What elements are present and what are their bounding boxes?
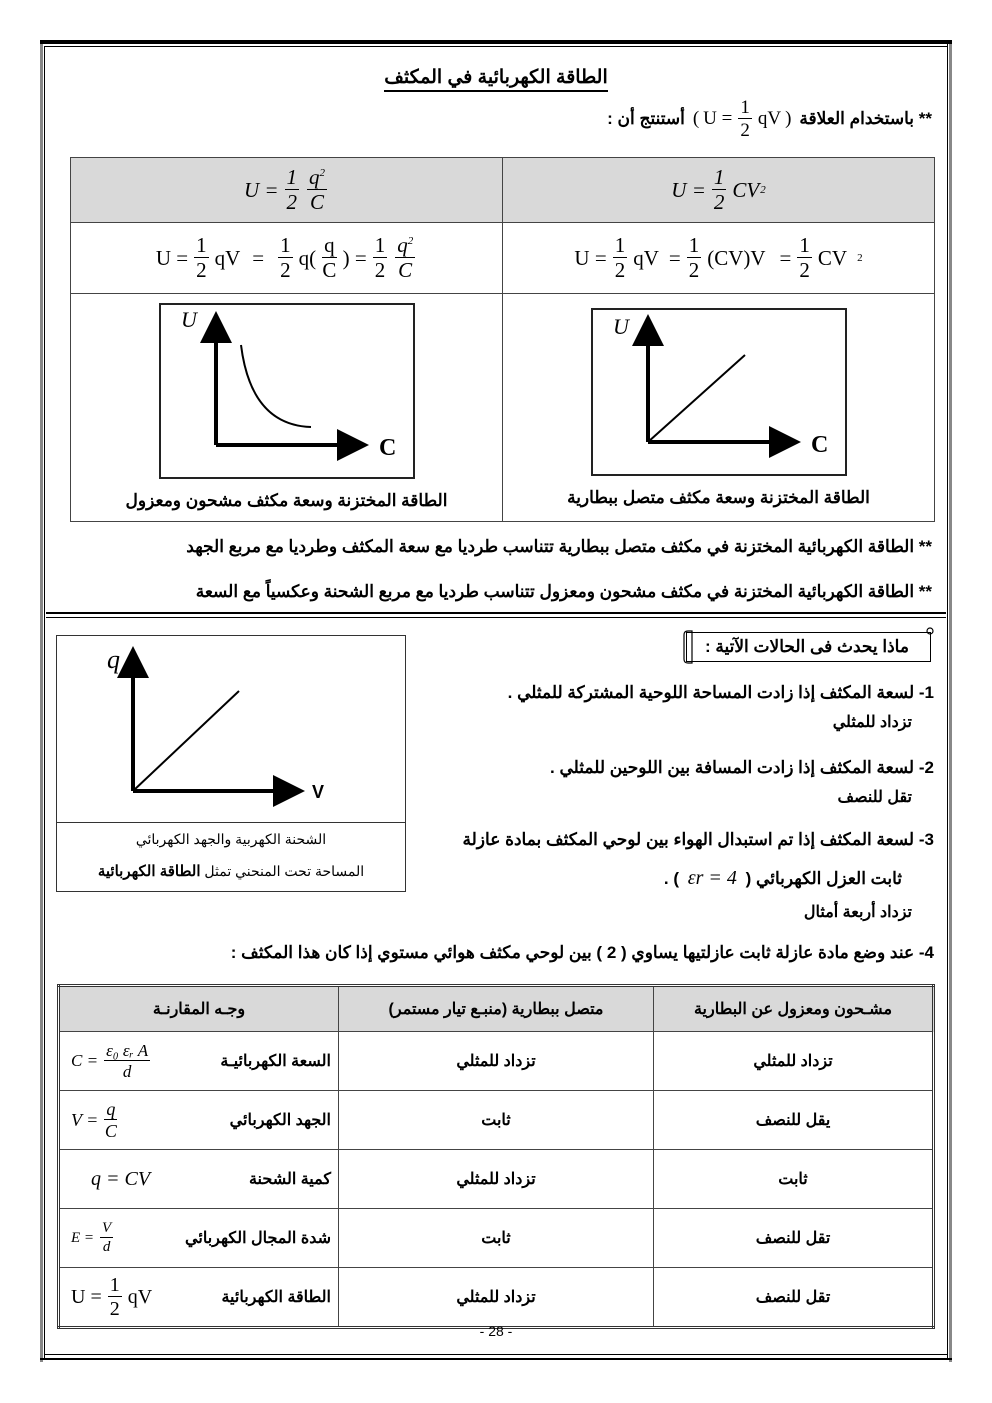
- row-label: الجهد الكهربائي: [229, 1112, 331, 1129]
- caption-line: [57, 862, 405, 880]
- formula-lhs: V =: [71, 1109, 99, 1130]
- frac-den: 2: [688, 258, 700, 282]
- exponent: 2: [407, 235, 414, 247]
- caption-text: المساحة تحت المنحني تمثل: [204, 863, 365, 879]
- row-label-cell: [59, 1150, 339, 1209]
- intro-line: [607, 98, 932, 140]
- exponent: 2: [857, 252, 863, 264]
- derivation-charge-form: [71, 223, 503, 294]
- frac-den: 2: [740, 120, 750, 141]
- battery-value: تزداد للمثلي: [339, 1150, 654, 1209]
- question-text: لسعة المكثف إذا تم استبدال الهواء بين لوحي المكثف بمادة عازلة: [462, 830, 915, 849]
- note-emphasis: مربع الجهد: [186, 537, 261, 556]
- question-2: [550, 758, 934, 778]
- fraction: [738, 98, 752, 140]
- row-formula: [71, 1221, 115, 1255]
- page-title: [0, 66, 992, 89]
- exponent: 2: [760, 184, 766, 196]
- term: qV: [214, 245, 241, 270]
- dielectric-formula: εr = 4: [687, 867, 737, 889]
- term: q(: [298, 245, 317, 270]
- fraction: [395, 235, 415, 281]
- frac-num: 1: [109, 1274, 120, 1296]
- battery-value: تزداد للمثلي: [339, 1032, 654, 1091]
- term: U =: [155, 245, 189, 270]
- graph-caption: الطاقة المختزنة وسعة مكثف متصل ببطارية: [567, 488, 870, 507]
- caption-line: الشحنة الكهربية والجهد الكهربائي: [135, 831, 327, 847]
- isolated-value: يقل للنصف: [654, 1091, 934, 1150]
- frame-border: [44, 46, 45, 1360]
- header-battery: متصل ببطارية (منبـع تيار مستمر): [339, 986, 654, 1032]
- formula-lhs: U =: [243, 177, 279, 202]
- question-number: 4-: [918, 943, 934, 962]
- row-label-cell: [59, 1091, 339, 1150]
- header-comparison: وجـه المقارنـة: [59, 986, 339, 1032]
- battery-value: ثابت: [339, 1091, 654, 1150]
- section-divider: [46, 617, 946, 618]
- isolated-value: ثابت: [654, 1150, 934, 1209]
- frac-den: 2: [799, 258, 810, 282]
- fraction: [613, 235, 628, 281]
- head-cell-voltage-form: [503, 158, 935, 223]
- battery-value: ثابت: [339, 1209, 654, 1268]
- fraction: [100, 1221, 113, 1255]
- head-cell-charge-form: [71, 158, 503, 223]
- isolated-value: تقل للنصف: [654, 1209, 934, 1268]
- exponent: 2: [319, 167, 326, 179]
- frac-num: ε₀ εᵣ A: [106, 1041, 149, 1060]
- linear-line: [648, 355, 745, 442]
- question-3: [463, 830, 934, 850]
- isolated-value: تقل للنصف: [654, 1268, 934, 1328]
- table-row: [59, 1268, 934, 1328]
- derivation-formula: [156, 235, 417, 281]
- isolated-value: تزداد للمثلي: [654, 1032, 934, 1091]
- term: =: [779, 245, 792, 270]
- question-text: لسعة المكثف إذا زادت المساحة اللوحية المشتركة للمثلي .: [507, 683, 915, 702]
- question-text: عند وضع مادة عازلة ثابت عازلتيها يساوي ( 2 ) بين لوحي مكثف هوائي مستوي إذا كان هذا المكثف :: [230, 943, 915, 962]
- frame-border: [44, 1354, 948, 1355]
- frac-num: q: [106, 1099, 116, 1119]
- frac-num: q: [324, 233, 335, 257]
- frame-border: [40, 1358, 952, 1360]
- graph-caption: الطاقة المختزنة وسعة مكثف مشحون ومعزول: [125, 491, 448, 510]
- row-formula: [71, 1275, 152, 1319]
- frame-border: [44, 46, 948, 47]
- frac-num: 1: [799, 233, 810, 257]
- frac-num: 1: [740, 97, 750, 118]
- graph-svg: [57, 636, 404, 822]
- linear-line: [133, 691, 239, 791]
- fraction: [307, 167, 327, 213]
- frac-den: C: [104, 1121, 117, 1141]
- table-row: [59, 1150, 934, 1209]
- graph-cell-isolated: [71, 294, 503, 522]
- frac-den: 2: [286, 190, 298, 214]
- section-divider: [46, 612, 946, 614]
- frac-den: d: [102, 1239, 111, 1255]
- row-label-cell: [59, 1209, 339, 1268]
- energy-forms-table: [70, 157, 935, 522]
- caption-emphasis: الطاقة الكهربائية: [97, 863, 201, 880]
- answer-3: تزداد أربعة أمثال: [803, 904, 912, 921]
- frac-den: 2: [280, 258, 291, 282]
- term: =: [668, 245, 681, 270]
- graph-cell-battery: [503, 294, 935, 522]
- frac-den: C: [310, 190, 325, 214]
- derivation-voltage-form: [503, 223, 935, 294]
- graph-svg: [593, 310, 845, 474]
- x-axis-label: C: [810, 432, 828, 458]
- term: =: [252, 245, 265, 270]
- question-text: ) .: [663, 869, 680, 888]
- note-emphasis: سعة المكثف: [341, 537, 431, 556]
- derivation-formula: [574, 235, 862, 281]
- frac-num: q: [397, 233, 408, 257]
- page-title-text: الطاقة الكهربائية في المكثف: [384, 67, 608, 92]
- question-text: لسعة المكثف إذا زادت المسافة بين اللوحين للمثلي .: [550, 758, 915, 777]
- note-emphasis: السعة: [195, 582, 239, 601]
- fraction: [108, 1275, 122, 1319]
- row-formula: [71, 1100, 119, 1140]
- question-number: 3-: [918, 830, 934, 849]
- question-text: ثابت العزل الكهربائي (: [745, 869, 902, 888]
- fraction: [322, 235, 337, 281]
- term: qV: [633, 245, 659, 270]
- frame-border: [947, 44, 948, 1360]
- frame-border: [40, 40, 952, 44]
- fraction: [194, 235, 209, 281]
- frac-num: 1: [688, 233, 700, 257]
- row-formula: [71, 1042, 152, 1080]
- intro-prefix: ** باستخدام العلاقة: [799, 109, 932, 128]
- note-battery: [186, 537, 932, 557]
- frac-num: 1: [614, 233, 626, 257]
- frac-den: d: [122, 1062, 132, 1081]
- frac-num: 1: [374, 233, 386, 257]
- frac-num: q: [309, 165, 320, 189]
- row-label: السعة الكهربائيـة: [220, 1053, 331, 1070]
- note-emphasis: مربع الشحنة: [323, 582, 411, 601]
- formula-rest: CV: [732, 177, 760, 202]
- fraction: [278, 235, 293, 281]
- formula-lhs: E =: [71, 1229, 95, 1246]
- x-axis-label: V: [312, 782, 325, 802]
- note-isolated: [196, 582, 932, 602]
- fraction: [712, 167, 727, 213]
- table-row: [59, 1091, 934, 1150]
- formula-lhs: U =: [671, 177, 706, 202]
- row-label-cell: [59, 1032, 339, 1091]
- row-formula: [91, 1168, 150, 1191]
- fraction: [285, 167, 300, 213]
- u-vs-c-isolated-graph: [159, 303, 415, 479]
- answer-1: تزداد للمثلي: [832, 714, 912, 731]
- term: U =: [574, 245, 607, 270]
- comparison-table: [57, 984, 935, 1329]
- frac-num: V: [102, 1220, 112, 1236]
- frac-den: C: [398, 258, 413, 282]
- frac-num: 1: [196, 233, 207, 257]
- formula-lhs: q = CV: [91, 1167, 151, 1190]
- intro-formula: ( U = $\frac{1}{2}$ qV ): [692, 97, 792, 141]
- banner-text: ماذا يحدث فى الحالات الآتية :: [686, 632, 931, 662]
- formula-lhs: U =: [71, 1285, 102, 1308]
- question-3-cont: [664, 867, 902, 890]
- term: ) =: [342, 245, 367, 270]
- frac-num: 1: [713, 165, 725, 189]
- formula-lhs: U =: [703, 108, 733, 129]
- fraction: [797, 235, 812, 281]
- intro-suffix: أستنتج أن :: [607, 109, 685, 128]
- question-4: [231, 943, 934, 963]
- graph-svg: [161, 305, 413, 477]
- formula-rest: qV: [757, 108, 782, 129]
- x-axis-label: C: [378, 435, 396, 461]
- note-text: وطرديا مع: [265, 537, 338, 556]
- frac-den: 2: [109, 1298, 120, 1320]
- term: (CV)V: [707, 245, 766, 270]
- note-text: ** الطاقة الكهربائية المختزنة في مكثف مشحون ومعزول تتناسب طرديا مع: [415, 582, 932, 601]
- frac-num: 1: [280, 233, 291, 257]
- table-row: [59, 1209, 934, 1268]
- note-text: وعكسياً مع: [242, 582, 319, 601]
- y-axis-label: U: [612, 314, 629, 339]
- section-banner: [680, 627, 935, 665]
- inverse-curve: [241, 345, 311, 427]
- row-label: شدة المجال الكهربائي: [185, 1230, 331, 1247]
- note-text: ** الطاقة الكهربائية المختزنة في مكثف متصل ببطارية تتناسب طرديا مع: [434, 537, 932, 556]
- row-label-cell: [59, 1268, 339, 1328]
- question-number: 2-: [918, 758, 934, 777]
- header-isolated: مشـحون ومعزول عن البطارية: [654, 986, 934, 1032]
- formula-lhs: C =: [71, 1051, 99, 1070]
- question-1: [508, 683, 934, 703]
- answer-2: تقل للنصف: [837, 789, 912, 806]
- table-row: [59, 1032, 934, 1091]
- frac-den: 2: [713, 190, 725, 214]
- y-axis-label: q: [107, 645, 120, 674]
- row-label: الطاقة الكهربائية: [221, 1289, 331, 1306]
- frac-den: 2: [614, 258, 626, 282]
- frac-num: 1: [286, 165, 298, 189]
- graph-caption: [57, 822, 405, 880]
- formula-cv2: [671, 167, 765, 213]
- fraction: [373, 235, 388, 281]
- page-number: - 28 -: [479, 1323, 513, 1339]
- u-vs-c-battery-graph: [591, 308, 847, 476]
- frac-den: 2: [374, 258, 386, 282]
- question-number: 1-: [918, 683, 934, 702]
- frac-den: C: [322, 258, 337, 282]
- fraction: [104, 1042, 150, 1080]
- fraction: [104, 1100, 117, 1140]
- q-vs-v-graph-box: [56, 635, 406, 892]
- battery-value: تزداد للمثلي: [339, 1268, 654, 1328]
- fraction: [687, 235, 702, 281]
- y-axis-label: U: [180, 307, 197, 332]
- formula-q2-over-c: [244, 167, 329, 213]
- frac-den: 2: [196, 258, 207, 282]
- row-label: كمية الشحنة: [248, 1171, 331, 1188]
- term: CV: [817, 245, 848, 270]
- formula-rest: qV: [127, 1285, 153, 1308]
